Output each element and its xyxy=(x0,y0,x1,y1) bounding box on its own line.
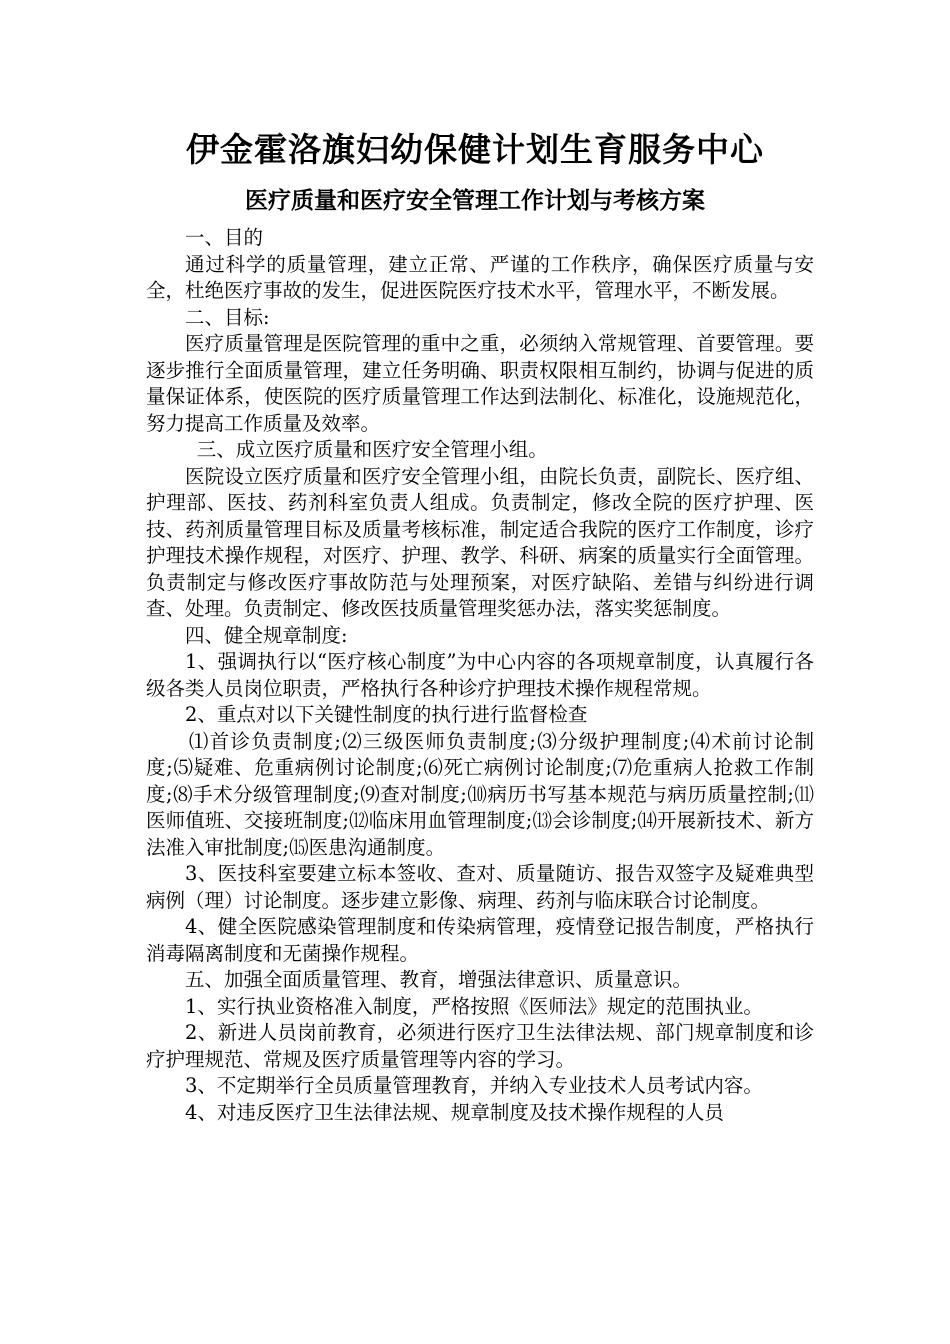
paragraph: 4、对违反医疗卫生法律法规、规章制度及技术操作规程的人员 xyxy=(185,1100,724,1124)
document-subtitle: 医疗质量和医疗安全管理工作计划与考核方案 xyxy=(245,188,705,214)
section-heading: 二、目标: xyxy=(185,305,270,329)
paragraph: 医院设立医疗质量和医疗安全管理小组，由院长负责，副院长、医疗组、护理部、医技、药剂科室负责人组成。负责制定，修改全院的医疗护理、医技、药剂质量管理目标及质量考核标准，制定适合我院的医疗工作制度，诊疗护理技术操作规程，对医疗、护理、教学、科研、病案的质量实行全面管理。负责制定与修改医疗事故防范与处理预案，对医疗缺陷、差错与纠纷进行调查、处理。负责制定、修改医技质量管理奖惩办法，落实奖惩制度。 xyxy=(146,464,814,620)
paragraph: 通过科学的质量管理，建立正常、严谨的工作秩序，确保医疗质量与安全，杜绝医疗事故的发生，促进医院医疗技术水平，管理水平，不断发展。 xyxy=(146,252,814,302)
paragraph: 1、强调执行以“医疗核心制度”为中心内容的各项规章制度，认真履行各级各类人员岗位职责，严格执行各种诊疗护理技术操作规程常规。 xyxy=(146,650,814,700)
document-title: 伊金霍洛旗妇幼保健计划生育服务中心 xyxy=(186,130,764,169)
section-heading: 四、健全规章制度: xyxy=(185,623,348,647)
paragraph: 1、实行执业资格准入制度，严格按照《医师法》规定的范围执业。 xyxy=(185,994,763,1018)
paragraph: 2、新进人员岗前教育，必须进行医疗卫生法律法规、部门规章制度和诊疗护理规范、常规及医疗质量管理等内容的学习。 xyxy=(146,1021,814,1071)
section-heading: 一、目的 xyxy=(185,226,264,249)
paragraph: 3、不定期举行全员质量管理教育，并纳入专业技术人员考试内容。 xyxy=(185,1074,763,1097)
paragraph: 4、健全医院感染管理制度和传染病管理，疫情登记报告制度，严格执行消毒隔离制度和无菌操作规程。 xyxy=(146,915,814,965)
paragraph: 3、医技科室要建立标本签收、查对、质量随访、报告双签字及疑难典型病例（理）讨论制度。逐步建立影像、病理、药剂与临床联合讨论制度。 xyxy=(146,862,814,912)
paragraph: ⑴首诊负责制度;⑵三级医师负责制度;⑶分级护理制度;⑷术前讨论制度;⑸疑难、危重病例讨论制度;⑹死亡病例讨论制度;⑺危重病人抢救工作制度;⑻手术分级管理制度;⑼查对制度;⑽病历书写基本规范与病历质量控制;⑾医师值班、交接班制度;⑿临床用血管理制度;⒀会诊制度;⒁开展新技术、新方法准入审批制度;⒂医患沟通制度。 xyxy=(146,729,814,859)
paragraph: 2、重点对以下关键性制度的执行进行监督检查 xyxy=(185,703,588,726)
section-heading: 五、加强全面质量管理、教育，增强法律意识、质量意识。 xyxy=(185,968,693,991)
section-heading: 三、成立医疗质量和医疗安全管理小组。 xyxy=(196,438,548,461)
paragraph: 医疗质量管理是医院管理的重中之重，必须纳入常规管理、首要管理。要逐步推行全面质量管理，建立任务明确、职责权限相互制约，协调与促进的质量保证体系，使医院的医疗质量管理工作达到法制化、标准化，设施规范化，努力提高工作质量及效率。 xyxy=(146,332,814,435)
document-body xyxy=(146,225,814,1126)
